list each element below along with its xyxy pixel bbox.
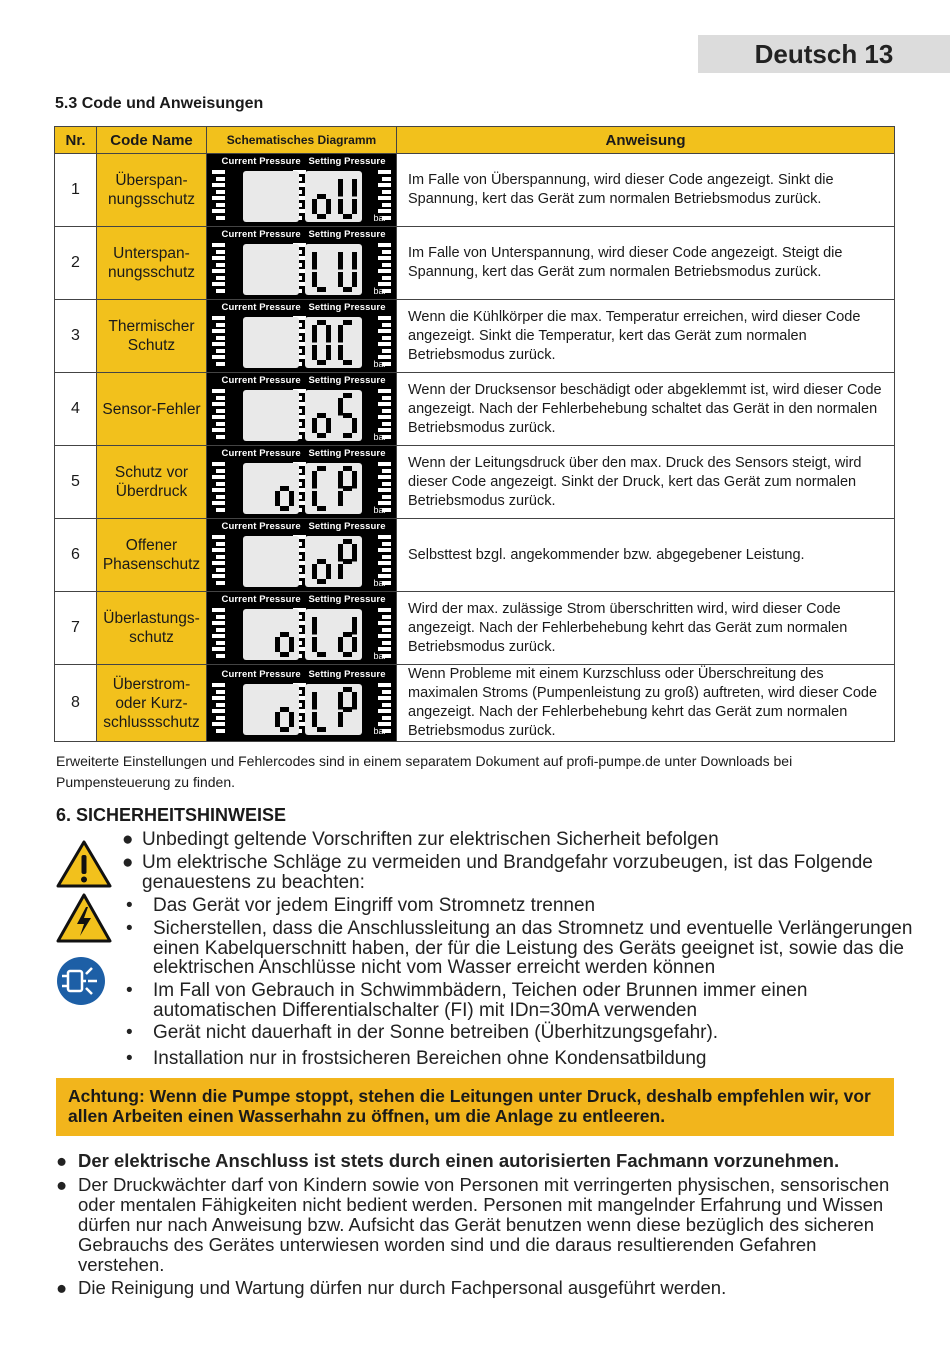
- bullet-text: Installation nur in frostsicheren Bereichen ohne Kondensatbildung: [153, 1048, 707, 1069]
- header-code-name: Code Name: [97, 127, 207, 154]
- setting-pressure-label: Setting Pressure: [308, 156, 386, 167]
- code-name: Thermischer Schutz: [97, 300, 207, 373]
- bullet-text: Sicherstellen, dass die Anschlussleitung an das Stromnetz und eventuelle Verlängerungen einen Kabelquerschnitt haben, der für die Leistung des Geräts geeignet ist, sowie das die elektrischen Anschlüsse nicht vom Wasser erreicht werden können: [153, 918, 913, 978]
- safety-sub-bullet: [126, 896, 923, 916]
- safety-sub-bullet: [126, 1049, 923, 1069]
- current-pressure-label: Current Pressure: [221, 375, 301, 386]
- setting-pressure-display: [305, 171, 362, 222]
- setting-pressure-label: Setting Pressure: [308, 302, 386, 313]
- code-table: [54, 126, 895, 742]
- safety-sub-bullet: [126, 919, 923, 978]
- table-row: [55, 373, 895, 446]
- row-number: 1: [55, 154, 97, 227]
- current-pressure-display: [243, 317, 299, 368]
- warning-banner: Achtung: Wenn die Pumpe stoppt, stehen die Leitungen unter Druck, deshalb empfehlen wir, vor allen Arbeiten einen Wasserhahn zu öffnen, um die Anlage zu entleeren.: [56, 1078, 894, 1136]
- lcd-diagram: [207, 665, 397, 742]
- code-name: Überstrom- oder Kurz- schlussschutz: [97, 665, 207, 742]
- safety-main-bullet: [122, 830, 902, 850]
- bullet-dot: •: [126, 895, 133, 916]
- section-title: 5.3 Code und Anweisungen: [55, 95, 264, 112]
- bullet-dot: ●: [122, 829, 134, 850]
- instruction-text: Wenn der Drucksensor beschädigt oder abgeklemmt ist, wird dieser Code angezeigt. Nach der Fehlerbehebung schaltet das Gerät in den normalen Betriebsmodus zurück.: [397, 373, 895, 446]
- bullet-text: Unbedingt geltende Vorschriften zur elektrischen Sicherheit befolgen: [142, 829, 719, 850]
- current-pressure-label: Current Pressure: [221, 302, 301, 313]
- instruction-text: Wenn Probleme mit einem Kurzschluss oder Überschreitung des maximalen Stroms (Pumpenleistung zu groß) auftreten, wird dieser Code angezeigt. Nach der Fehlerbehebung kehrt das Gerät zum normalen Betriebsmodus zurück.: [397, 665, 895, 742]
- setting-pressure-label: Setting Pressure: [308, 375, 386, 386]
- instruction-text: Im Falle von Unterspannung, wird dieser Code angezeigt. Steigt die Spannung, kert das Gerät zum normalen Betriebsmodus zurück.: [397, 227, 895, 300]
- setting-pressure-display: [305, 463, 362, 514]
- table-row: [55, 592, 895, 665]
- lcd-diagram: [207, 227, 397, 300]
- table-row: [55, 519, 895, 592]
- code-name: Schutz vor Überdruck: [97, 446, 207, 519]
- unit-label: bar: [373, 286, 387, 296]
- table-row: [55, 227, 895, 300]
- lcd-diagram: [207, 519, 397, 592]
- current-pressure-display: [243, 684, 299, 735]
- row-number: 7: [55, 592, 97, 665]
- code-name: Überspan- nungsschutz: [97, 154, 207, 227]
- footnote: Erweiterte Einstellungen und Fehlercodes sind in einem separatem Dokument auf profi-pumpe.de unter Downloads bei Pumpensteuerung zu finden.: [56, 753, 793, 790]
- row-number: 6: [55, 519, 97, 592]
- current-pressure-label: Current Pressure: [221, 669, 301, 680]
- bullet-text: Um elektrische Schläge zu vermeiden und Brandgefahr vorzubeugen, ist das Folgende genauestens zu beachten:: [142, 852, 873, 893]
- setting-pressure-display: [305, 536, 362, 587]
- final-bullet: [56, 1175, 896, 1275]
- lcd-diagram: [207, 300, 397, 373]
- current-pressure-display: [243, 463, 299, 514]
- code-name: Überlastungs- schutz: [97, 592, 207, 665]
- lcd-diagram: [207, 592, 397, 665]
- bullet-text: Gerät nicht dauerhaft in der Sonne betreiben (Überhitzungsgefahr).: [153, 1022, 719, 1043]
- bullet-dot: ●: [56, 1174, 68, 1195]
- unit-label: bar: [373, 726, 387, 736]
- bullet-dot: •: [126, 1048, 133, 1069]
- current-pressure-display: [243, 536, 299, 587]
- warning-triangle-icon: [56, 840, 112, 888]
- current-pressure-display: [243, 171, 299, 222]
- code-name: Unterspan- nungsschutz: [97, 227, 207, 300]
- bullet-dot: •: [126, 980, 133, 1001]
- unit-label: bar: [373, 651, 387, 661]
- unit-label: bar: [373, 578, 387, 588]
- current-pressure-label: Current Pressure: [221, 448, 301, 459]
- unit-label: bar: [373, 359, 387, 369]
- lcd-diagram: [207, 446, 397, 519]
- instruction-text: Im Falle von Überspannung, wird dieser Code angezeigt. Sinkt die Spannung, kert das Gerät zum normalen Betriebsmodus zurück.: [397, 154, 895, 227]
- instruction-text: Wird der max. zulässige Strom überschritten wird, wird dieser Code angezeigt. Nach der Fehlerbehebung kehrt das Gerät zum normalen Betriebsmodus zurück.: [397, 592, 895, 665]
- setting-pressure-display: [305, 684, 362, 735]
- unit-label: bar: [373, 432, 387, 442]
- setting-pressure-display: [305, 609, 362, 660]
- table-row: [55, 446, 895, 519]
- bullet-dot: •: [126, 918, 133, 939]
- final-bold-bullet: [56, 1151, 918, 1171]
- bullet-text: Das Gerät vor jedem Eingriff vom Stromnetz trennen: [153, 895, 596, 916]
- row-number: 8: [55, 665, 97, 742]
- row-number: 2: [55, 227, 97, 300]
- unplug-icon: [56, 956, 106, 1006]
- bullet-text: Die Reinigung und Wartung dürfen nur durch Fachpersonal ausgeführt werden.: [78, 1277, 727, 1298]
- current-pressure-display: [243, 244, 299, 295]
- table-header-row: [55, 127, 895, 154]
- table-row: [55, 665, 895, 742]
- bullet-dot: •: [126, 1022, 133, 1043]
- table-row: [55, 154, 895, 227]
- bullet-dot: ●: [122, 852, 134, 873]
- header-diagram: Schematisches Diagramm: [207, 127, 397, 154]
- setting-pressure-display: [305, 244, 362, 295]
- bullet-dot: ●: [56, 1150, 68, 1171]
- instruction-text: Wenn der Leitungsdruck über den max. Druck des Sensors steigt, wird dieser Code angezeigt. Sinkt der Druck, kert das Gerät zum normalen Betriebsmodus zurück.: [397, 446, 895, 519]
- setting-pressure-display: [305, 317, 362, 368]
- header-instruction: Anweisung: [397, 127, 895, 154]
- bullet-dot: ●: [56, 1277, 68, 1298]
- row-number: 5: [55, 446, 97, 519]
- setting-pressure-label: Setting Pressure: [308, 448, 386, 459]
- safety-sub-bullet: [126, 1023, 923, 1043]
- current-pressure-label: Current Pressure: [221, 156, 301, 167]
- setting-pressure-label: Setting Pressure: [308, 669, 386, 680]
- table-row: [55, 300, 895, 373]
- current-pressure-display: [243, 609, 299, 660]
- setting-pressure-label: Setting Pressure: [308, 521, 386, 532]
- code-name: Offener Phasenschutz: [97, 519, 207, 592]
- safety-main-bullet: [122, 853, 902, 893]
- setting-pressure-label: Setting Pressure: [308, 594, 386, 605]
- unit-label: bar: [373, 213, 387, 223]
- bullet-text: Der Druckwächter darf von Kindern sowie von Personen mit verringerten physischen, sensorischen oder mentalen Fähigkeiten nicht bedient werden. Personen mit mangelnder Erfahrung und Wissen dürfen nur nach Anweisung bzw. Aufsicht das Gerät benutzen wenn diese bezüglich des sicheren Gebrauchs des Gerätes unterwiesen worden sind und die daraus resultierenden Gefahren verstehen.: [78, 1174, 890, 1275]
- current-pressure-display: [243, 390, 299, 441]
- current-pressure-label: Current Pressure: [221, 521, 301, 532]
- current-pressure-label: Current Pressure: [221, 594, 301, 605]
- lcd-diagram: [207, 373, 397, 446]
- final-bullet: [56, 1278, 896, 1298]
- code-name: Sensor-Fehler: [97, 373, 207, 446]
- lcd-diagram: [207, 154, 397, 227]
- current-pressure-label: Current Pressure: [221, 229, 301, 240]
- high-voltage-icon: [56, 893, 112, 943]
- instruction-text: Selbsttest bzgl. angekommender bzw. abgegebener Leistung.: [397, 519, 895, 592]
- unit-label: bar: [373, 505, 387, 515]
- safety-title: 6. SICHERHEITSHINWEISE: [56, 805, 287, 825]
- row-number: 4: [55, 373, 97, 446]
- row-number: 3: [55, 300, 97, 373]
- page-number-label: Deutsch 13: [698, 35, 950, 73]
- safety-sub-bullet: [126, 981, 923, 1020]
- setting-pressure-display: [305, 390, 362, 441]
- instruction-text: Wenn die Kühlkörper die max. Temperatur erreichen, wird dieser Code angezeigt. Sinkt die Temperatur, kert das Gerät zum normalen Betriebsmodus zurück.: [397, 300, 895, 373]
- bullet-text: Im Fall von Gebrauch in Schwimmbädern, Teichen oder Brunnen immer einen automatischen Differentialschalter (FI) mit IDn=30mA verwenden: [153, 980, 808, 1021]
- bullet-text: Der elektrische Anschluss ist stets durch einen autorisierten Fachmann vorzunehmen.: [78, 1150, 840, 1171]
- setting-pressure-label: Setting Pressure: [308, 229, 386, 240]
- header-nr: Nr.: [55, 127, 97, 154]
